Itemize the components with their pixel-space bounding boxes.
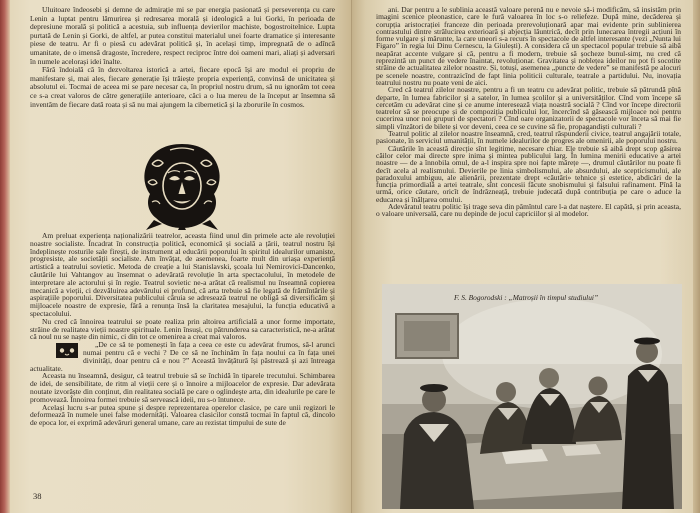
paragraph: Nu cred că înnoirea teatrului se poate realiza prin altoirea artificială a unor forme importate, străine de realitatea vieții noastre spirituale. Lenin însuși, cu pătrunderea sa caracteristică, ne-a arătat că noul nu se naște din nimic, ci din tot ce omenirea a creat mai valoros.	[30, 316, 335, 342]
theatre-mask-icon	[140, 142, 224, 230]
paragraph: Același lucru s-ar putea spune și despre reprezentarea operelor clasice, pe care unii regizori le deformează în numele unei false modernități. Valoarea clasicilor constă tocmai în faptul că, dincolo de epoca lor, ei exprimă adevăruri general umane, care au rezistat timpului de sute de	[30, 402, 335, 428]
left-page	[10, 0, 352, 513]
painting-reproduction	[382, 284, 682, 509]
painting-wall-picture	[396, 314, 458, 358]
left-bottom-text	[30, 232, 335, 488]
paragraph: Aceasta nu înseamnă, desigur, că teatrul trebuie să se închidă în tiparele trecutului. Schimbarea de idei, de sensibilitate, de ritm al vieții cere și o înnoire a mijloacelor de expresie. Dar adevărata noutate izvorăște din conținut, din realitatea socială pe care o oglindește arta, din idealurile pe care le promovează. Înnoirea formei trebuie să servească ideii, nu s-o întunece.	[30, 371, 335, 404]
small-decorative-icon	[56, 343, 78, 358]
ornament-face	[163, 163, 201, 209]
page-edge	[693, 0, 700, 513]
paragraph: Adevăratul teatru politic își trage seva din pămîntul care l-a dat naștere. El capătă, și prin aceasta, o valoare universală, care nu depinde de jocul capriciilor și al modelor.	[376, 202, 681, 219]
paragraph: Am preluat experiența naționalizării teatrelor, aceasta fiind unul din primele acte ale revoluției noastre socialiste. Încadrat în construcția politică, economică și socială a țării, teatrul nostru își îndeplinește rosturile sale firești, de instrument al educării poporului în spiritul idealurilor umaniste, progresiste, ale societății socialiste. Am învățat, de asemenea, foarte mult din uriașa experiență artistică a teatrului sovietic. Metoda de creație a lui Stanislavski, școala lui Nemirovici-Dancenko, căutările lui Vahtangov au însemnat o adevărată revoluție în arta spectacolului, în metodele de interpretare ale actorului și în regie. Teatrul sovietic ne-a arătat că realismul nu înseamnă copierea mecanică a vieții, ci dezvăluirea adevărului ei profund, că arta trebuie să fie legată de frămîntările și aspirațiile poporului. Diversitatea publicului căruia se adresează teatrul ne obligă să diversificăm și mijloacele noastre de expresie, fără a renunța însă la claritatea mesajului, la funcția educativă a spectacolului.	[30, 232, 335, 318]
paragraph: Cred că teatrul zilelor noastre, pentru a fi un teatru cu adevărat politic, trebuie să pătrundă pînă departe, în lumea fabricilor și a satelor, în lumea școlilor și a universităților. Cînd vom începe să cercetăm cu adevărat cine și ce anume interesează viața noastră socială ? Cînd vor începe directorii teatrelor să se preocupe și de compoziția publicului lor, încercînd să găsească mijloace noi pentru cucerirea unor noi grupuri de spectatori ? Cînd oare organizatorii de spectacole vor înceta să mai fie simpli vînzători de bilete și vor deveni, ceea ce se cuvine să fie, propagandiști culturali ?	[376, 85, 681, 131]
book-binding-edge	[0, 0, 10, 513]
paragraph: Căutările în această direcție sînt legitime, necesare chiar. Ele trebuie să aibă drept scop găsirea căilor celor mai directe spre inima și mintea publicului larg. În lumina menirii educative a artei noastre — de a înnobila omul, de a-l inspira spre noi fapte mărețe —, drumul căutărilor nu poate fi decît acela al realismului. Devierile pe linia simbolismului, ale absurdului, ale scepticismului, ale paradoxului ambiguu, ale alienării, prezentate drept «căutări» tehnice și estetice, abdicări de la funcția primordială a artei teatrale, sînt concesii făcute snobismului și falsului rafinament. Pînă la urmă, orice căutare, oricît de îndrăzneață, trebuie judecată după contribuția pe care o aduce la educarea și înălțarea omului.	[376, 143, 681, 204]
paragraph: Teatrul politic al zilelor noastre înseamnă, cred, teatrul răspunderii civice, teatrul angajării totale, pasionate, în serviciul umanității, în numele idealurilor de progres ale omenirii, ale poporului nostru.	[376, 129, 681, 146]
page-number: 38	[33, 491, 42, 501]
paragraph: „De ce să te pomenești în fața a ceea ce este cu adevărat frumos, să-l arunci numai pentru că e vechi ? De ce să ne închinăm în fața noului ca în fața unei divinități, doar pentru că e nou ?” Această învățătură își păstrează și azi întreaga actualitate.	[30, 340, 335, 373]
paragraph: Uluitoare îndeosebi și demne de admirație mi se par energia pasionată și perseverența cu care Lenin a luptat pentru lămurirea și redresarea morală și ideologică a lui Gorki, în perioada de depresiune morală și politică a acestuia, sub influența devierilor machiste, bogostroitelnice. Lupta purtată de Lenin și Gorki, de altfel, ar putea constitui materialul unei foarte dramatice și interesante piese de teatru. Ar fi o piesă cu adevărat politică și, în același timp, impregnată de o adîncă umanitate, de o imensă dragoste, încredere, respect reciproc între doi oameni mari, aliați și adversari în numele acelorași idei înalte.	[30, 6, 335, 66]
paragraph: Fără îndoială că în dezvoltarea istorică a artei, fiecare epocă își are modul ei propriu de manifestare și, mai ales, fiecare generație își trăiește propria experiență, convinsă de unicitatea și absolutul ei. Tocmai de aceea mi se pare necesar ca, în propriul nostru drum, să nu ignorăm tot ceea ce s-a creat valoros de către generațiile anterioare, căci a o lua mereu de la început ar însemna să inventăm de fiecare dată roata și să nu mai ajungem la cibernetică și la zborurile în cosmos.	[30, 65, 335, 109]
figure-caption: F. S. Bogorodski : „Matroșii în timpul studiului”	[454, 293, 599, 302]
painting-image	[382, 284, 682, 509]
paragraph: ani. Dar pentru a le sublinia această valoare perenă nu e nevoie să-i modificăm, să insistăm prin imagini scenice pleonastice, care le fură valoarea în loc s-o reliefeze. După mine, decăderea și corupția aristocrației franceze din perioada prerevoluționară apar mai evidente prin sublinierea contrastului dintre strălucirea exterioară și abjecția lăuntrică, decît prin lunecarea întregii acțiuni în forme vulgare și mărunte, la care uneori s-a recurs în spectacole de altfel interesante (vezi „Nunta lui Figaro” în regia lui Dinu Cernescu, la Giulești). A considera că un spectacol popular trebuie să aibă neapărat accente vulgare și că, pentru a fi modern, trebuie să șocheze bunul-simț, nu cred că reprezintă un punct de vedere înaintat, revoluționar. Gravitatea și noblețea ideilor nu pot fi socotite străine de actualitatea zilelor noastre. Și, totuși, asemenea „puncte de vedere” se manifestă pe alocuri pe scenele noastre, contrazicînd de fapt linia politicii culturale, teatrale a partidului. Nu, inovația teatrului nostru nu poate veni de aici.	[376, 6, 681, 87]
left-top-text	[30, 6, 335, 140]
right-page	[352, 0, 693, 513]
theatre-mask-ornament	[140, 142, 224, 230]
right-text	[376, 6, 681, 282]
